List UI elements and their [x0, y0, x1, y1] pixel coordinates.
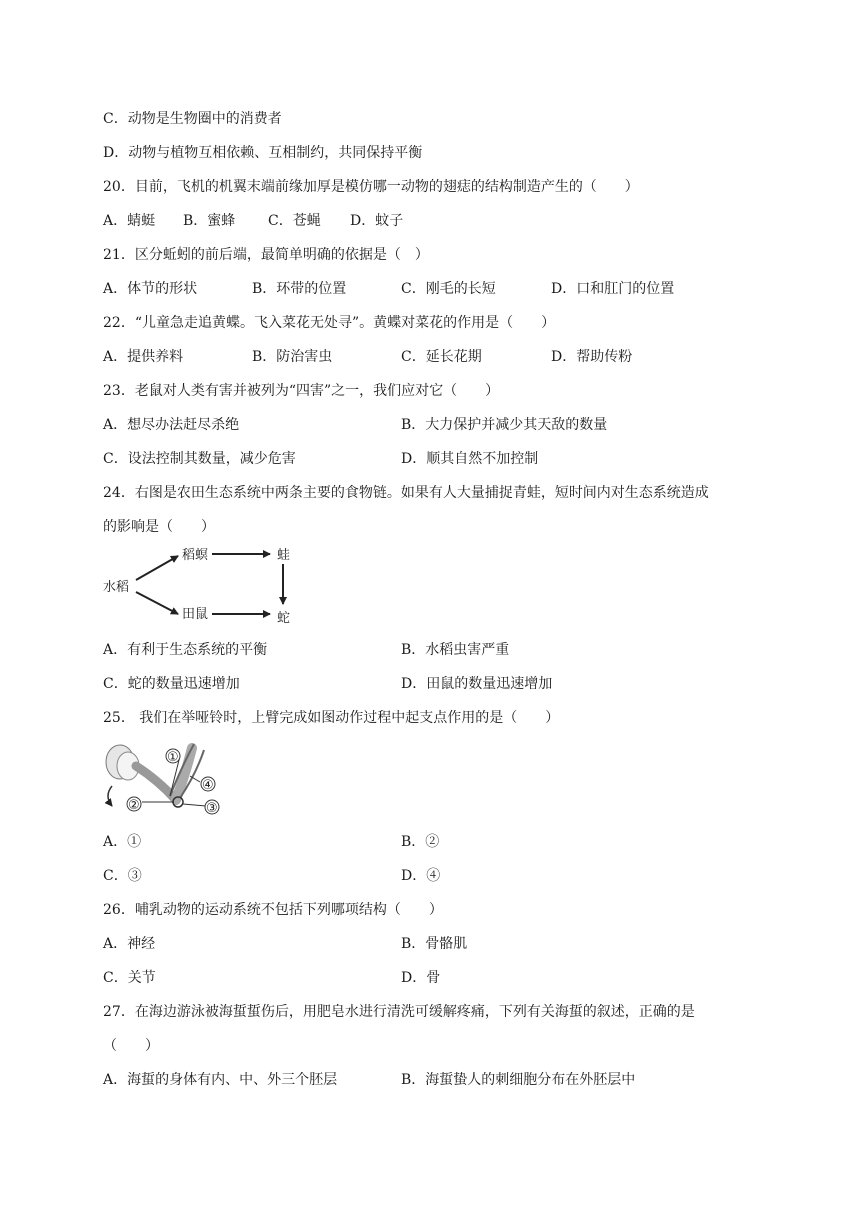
q20-option-d[interactable]: D．蚊子 — [350, 213, 404, 229]
q26-option-a[interactable]: A．神经 — [103, 936, 156, 952]
question-27-line2: （ ） — [103, 1038, 159, 1054]
q26-option-c[interactable]: C．关节 — [103, 970, 156, 986]
question-27-line1: 27．在海边游泳被海蜇蜇伤后，用肥皂水进行清洗可缓解疼痛，下列有关海蜇的叙述，正确的是 — [103, 1004, 695, 1020]
q24-option-a[interactable]: A．有利于生态系统的平衡 — [103, 642, 268, 658]
question-25: 25． 我们在举哑铃时，上臂完成如图动作过程中起支点作用的是（ ） — [103, 710, 560, 726]
question-20: 20．目前，飞机的机翼末端前缘加厚是模仿哪一动物的翅痣的结构制造产生的（ ） — [103, 179, 639, 195]
question-26: 26．哺乳动物的运动系统不包括下列哪项结构（ ） — [103, 902, 443, 918]
q26-option-b[interactable]: B．骨骼肌 — [401, 936, 468, 952]
label-4: ④ — [202, 778, 214, 793]
arm-muscle-figure — [100, 736, 224, 822]
question-24-line1: 24．右图是农田生态系统中两条主要的食物链。如果有人大量捕捉青蛙，短时间内对生态系统造成 — [103, 485, 709, 501]
food-web-insect: 稻螟 — [182, 548, 209, 563]
food-web-producer: 水稻 — [103, 580, 130, 595]
q21-option-a[interactable]: A．体节的形状 — [103, 281, 198, 297]
q20-option-c[interactable]: C．苍蝇 — [268, 213, 321, 229]
q22-option-d[interactable]: D．帮助传粉 — [551, 349, 633, 365]
food-web-snake: 蛇 — [277, 611, 291, 626]
arrow-rice-to-insect — [136, 556, 178, 580]
q21-option-c[interactable]: C．刚毛的长短 — [401, 281, 496, 297]
q23-option-b[interactable]: B．大力保护并减少其天敌的数量 — [401, 417, 608, 433]
q23-option-a[interactable]: A．想尽办法赶尽杀绝 — [103, 417, 240, 433]
q24-option-b[interactable]: B．水稻虫害严重 — [401, 642, 510, 658]
q23-option-c[interactable]: C．设法控制其数量，减少危害 — [103, 451, 296, 467]
q27-option-b[interactable]: B．海蜇蛰人的刺细胞分布在外胚层中 — [401, 1072, 636, 1088]
q20-option-a[interactable]: A．蜻蜓 — [103, 213, 156, 229]
q22-option-b[interactable]: B．防治害虫 — [252, 349, 333, 365]
q20-option-b[interactable]: B．蜜蜂 — [183, 213, 236, 229]
q23-option-d[interactable]: D．顺其自然不加控制 — [401, 451, 539, 467]
q25-option-d[interactable]: D．④ — [401, 868, 441, 884]
q21-option-d[interactable]: D．口和肛门的位置 — [551, 281, 675, 297]
q21-option-b[interactable]: B．环带的位置 — [252, 281, 347, 297]
q24-option-d[interactable]: D．田鼠的数量迅速增加 — [401, 676, 553, 692]
q25-option-b[interactable]: B．② — [401, 834, 440, 850]
q27-option-a[interactable]: A．海蜇的身体有内、中、外三个胚层 — [103, 1072, 338, 1088]
question-22: 22．“儿童急走追黄蝶。飞入菜花无处寻”。黄蝶对菜花的作用是（ ） — [103, 315, 556, 331]
q22-option-c[interactable]: C．延长花期 — [401, 349, 482, 365]
label-1: ① — [167, 750, 179, 765]
q22-option-a[interactable]: A．提供养料 — [103, 349, 184, 365]
q24-option-c[interactable]: C．蛇的数量迅速增加 — [103, 676, 240, 692]
q26-option-d[interactable]: D．骨 — [401, 970, 441, 986]
food-web-diagram — [100, 542, 305, 628]
q25-option-a[interactable]: A．① — [103, 834, 142, 850]
food-web-mouse: 田鼠 — [182, 607, 209, 622]
label-3: ③ — [206, 801, 218, 816]
question-24-line2: 的影响是（ ） — [103, 519, 215, 535]
arrow-rice-to-mouse — [136, 592, 178, 614]
question-21: 21．区分蚯蚓的前后端，最简单明确的依据是（ ） — [103, 247, 429, 263]
question-23: 23．老鼠对人类有害并被列为“四害”之一，我们应对它（ ） — [103, 383, 500, 399]
option-d-balance: D．动物与植物互相依赖、互相制约，共同保持平衡 — [103, 145, 423, 161]
food-web-frog: 蛙 — [277, 548, 291, 563]
option-c-consumer: C．动物是生物圈中的消费者 — [103, 111, 282, 127]
q25-option-c[interactable]: C．③ — [103, 868, 142, 884]
label-2: ② — [128, 798, 140, 813]
